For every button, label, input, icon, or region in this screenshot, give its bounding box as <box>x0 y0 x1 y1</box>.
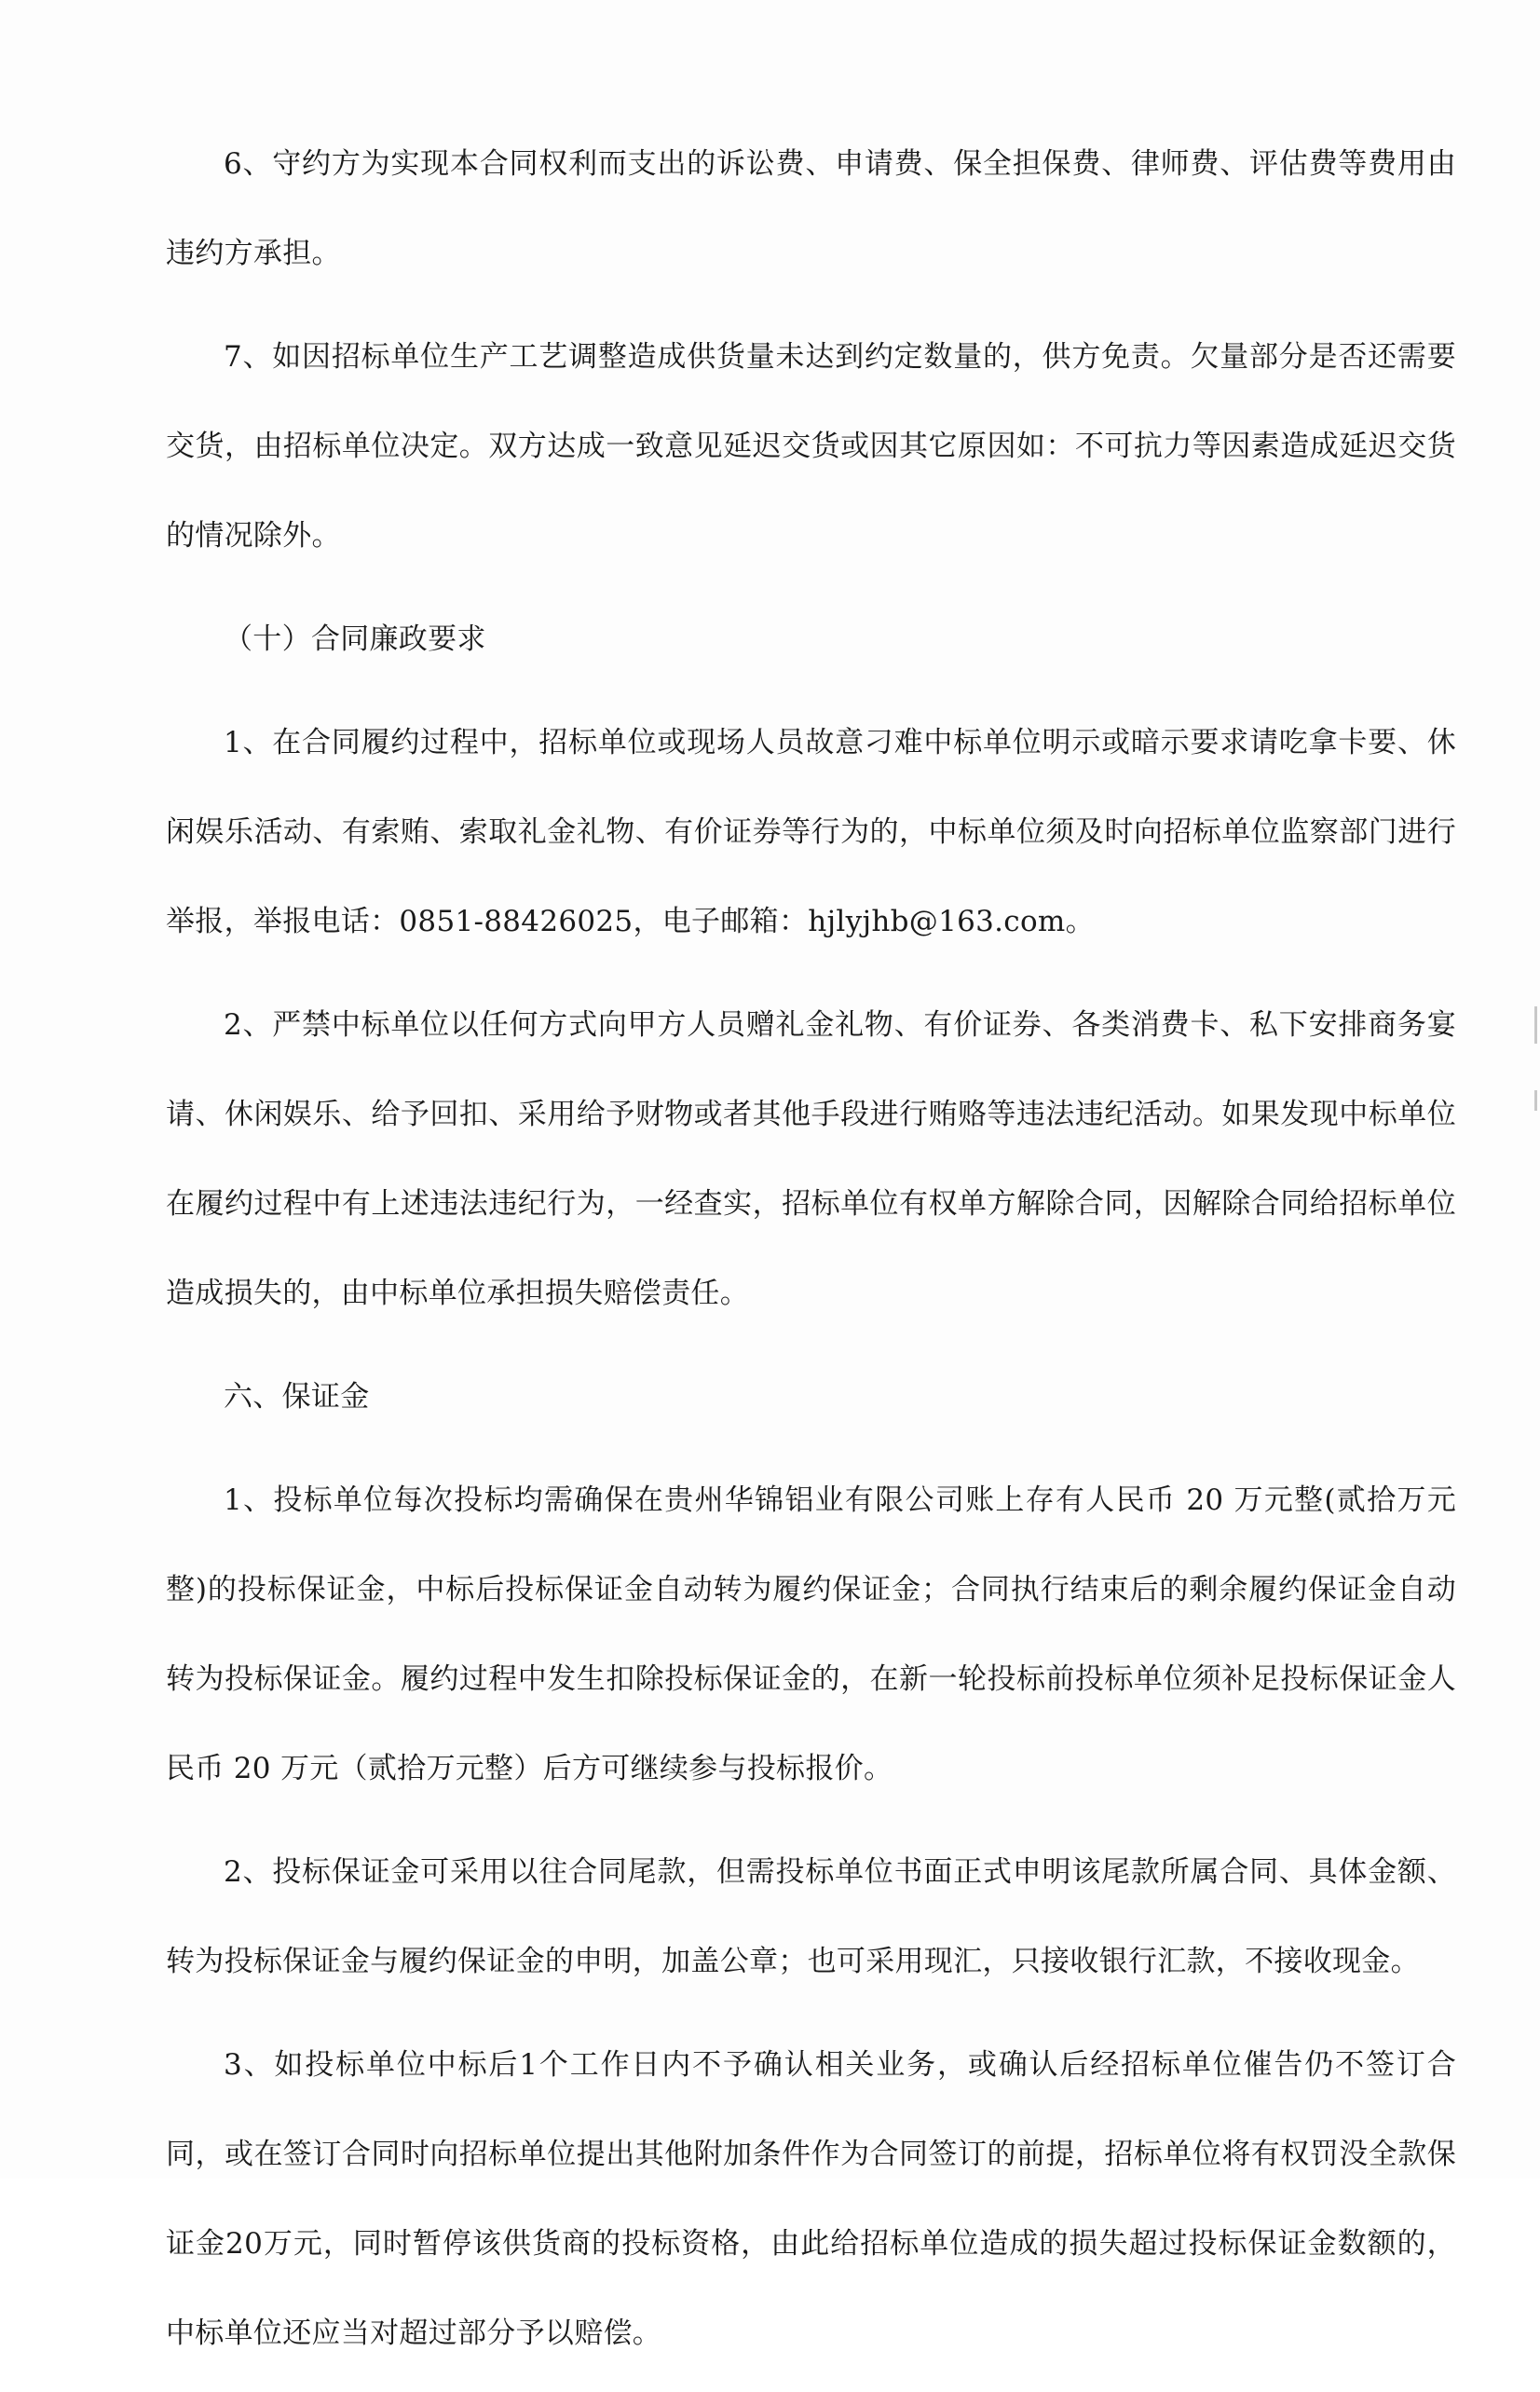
scan-edge-mark <box>1534 1006 1537 1044</box>
document-body <box>166 119 1456 2392</box>
deposit-clause-2: 2、投标保证金可采用以往合同尾款，但需投标单位书面正式申明该尾款所属合同、具体金额、转为投标保证金与履约保证金的申明，加盖公章；也可采用现汇，只接收银行汇款，不接收现金。 <box>166 1855 1456 1978</box>
integrity-clause-1-report: 1、在合同履约过程中，招标单位或现场人员故意刁难中标单位明示或暗示要求请吃拿卡要、休闲娱乐活动、有索贿、索取礼金礼物、有价证券等行为的，中标单位须及时向招标单位监察部门进行举报，举报电话：0851-88426025，电子邮箱：hjlyjhb@163.com。 <box>166 726 1456 938</box>
integrity-clause-2-bribery: 2、严禁中标单位以任何方式向甲方人员赠礼金礼物、有价证券、各类消费卡、私下安排商务宴请、休闲娱乐、给予回扣、采用给予财物或者其他手段进行贿赂等违法违纪活动。如果发现中标单位在履约过程中有上述违法违纪行为，一经查实，招标单位有权单方解除合同，因解除合同给招标单位造成损失的，由中标单位承担损失赔偿责任。 <box>166 1008 1456 1310</box>
section-heading-integrity: （十）合同廉政要求 <box>224 622 486 656</box>
deposit-clause-3: 3、如投标单位中标后1个工作日内不予确认相关业务，或确认后经招标单位催告仍不签订合同，或在签订合同时向招标单位提出其他附加条件作为合同签订的前提，招标单位将有权罚没全款保证金20万元，同时暂停该供货商的投标资格，由此给招标单位造成的损失超过投标保证金数额的，中标单位还应当对超过部分予以赔偿。 <box>166 2048 1456 2350</box>
scan-edge-mark <box>1534 1090 1537 1111</box>
deposit-clause-1: 1、投标单位每次投标均需确保在贵州华锦铝业有限公司账上存有人民币 20 万元整(贰拾万元整)的投标保证金，中标后投标保证金自动转为履约保证金；合同执行结束后的剩余履约保证金自动转为投标保证金。履约过程中发生扣除投标保证金的，在新一轮投标前投标单位须补足投标保证金人民币 20 万元（贰拾万元整）后方可继续参与投标报价。 <box>166 1483 1456 1785</box>
clause-7-supply-shortfall: 7、如因招标单位生产工艺调整造成供货量未达到约定数量的，供方免责。欠量部分是否还需要交货，由招标单位决定。双方达成一致意见延迟交货或因其它原因如：不可抗力等因素造成延迟交货的情况除外。 <box>166 340 1456 553</box>
section-heading-deposit: 六、保证金 <box>224 1380 370 1414</box>
clause-6-litigation-costs: 6、守约方为实现本合同权利而支出的诉讼费、申请费、保全担保费、律师费、评估费等费用由违约方承担。 <box>166 147 1456 270</box>
